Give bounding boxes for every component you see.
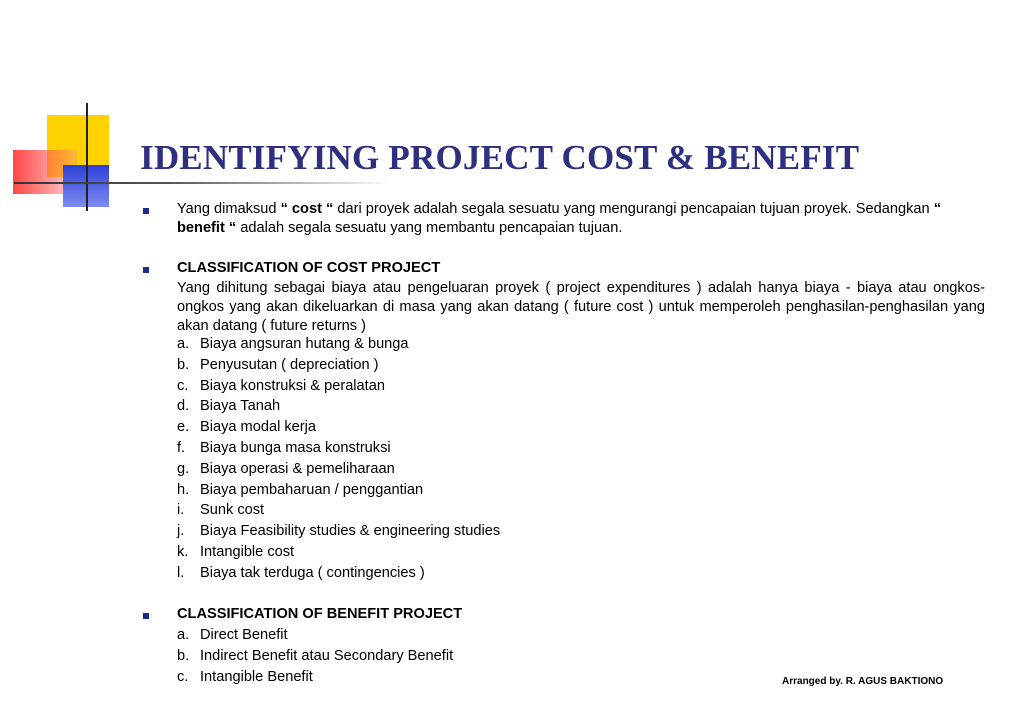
list-item — [177, 500, 500, 521]
list-item-text: Intangible Benefit — [200, 668, 313, 685]
slide-title: IDENTIFYING PROJECT COST & BENEFIT — [140, 138, 860, 177]
list-item — [177, 542, 500, 563]
list-item-text: Biaya bunga masa konstruksi — [200, 439, 391, 456]
list-item — [177, 376, 500, 397]
list-item — [177, 417, 500, 438]
list-item-text: Indirect Benefit atau Secondary Benefit — [200, 647, 454, 664]
cost-items-list — [177, 334, 500, 584]
list-item-letter: l. — [177, 564, 185, 581]
intro-text-1: Yang dimaksud — [177, 201, 281, 217]
list-item-text: Biaya pembaharuan / penggantian — [200, 481, 424, 498]
list-item — [177, 667, 453, 688]
intro-text-3: adalah segala sesuatu yang membantu pencapaian tujuan. — [236, 220, 623, 236]
cost-section-heading: CLASSIFICATION OF COST PROJECT — [177, 260, 441, 276]
list-item-letter: h. — [177, 481, 190, 498]
list-item-text: Sunk cost — [200, 502, 265, 519]
list-item-text: Biaya Tanah — [200, 398, 281, 415]
list-item-text: Biaya tak terduga ( contingencies ) — [200, 564, 425, 581]
benefit-term: “ benefit “ — [177, 201, 941, 236]
list-item-letter: g. — [177, 460, 190, 477]
list-item — [177, 646, 453, 667]
list-item-text: Biaya konstruksi & peralatan — [200, 377, 385, 394]
list-item-text: Biaya Feasibility studies & engineering studies — [200, 523, 501, 540]
list-item-text: Penyusutan ( depreciation ) — [200, 356, 379, 373]
list-item — [177, 521, 500, 542]
list-item-letter: c. — [177, 377, 189, 394]
list-item-letter: d. — [177, 398, 190, 415]
list-item-letter: a. — [177, 336, 190, 352]
list-item — [177, 438, 500, 459]
list-item-letter: f. — [177, 439, 186, 456]
bullet-square-icon — [143, 208, 149, 214]
list-item-text: Biaya operasi & pemeliharaan — [200, 460, 395, 477]
list-item-letter: k. — [177, 543, 189, 560]
list-item — [177, 563, 500, 584]
list-item-letter: e. — [177, 419, 190, 436]
list-item-letter: b. — [177, 647, 190, 664]
list-item-text: Direct Benefit — [200, 627, 288, 643]
list-item — [177, 625, 453, 646]
bullet-square-icon — [143, 267, 149, 273]
list-item-text: Biaya angsuran hutang & bunga — [200, 336, 409, 352]
cost-section-description: Yang dihitung sebagai biaya atau pengeluaran proyek ( project expenditures ) adalah hanya biaya - biaya atau ongkos-ongkos yang akan dikeluarkan di masa yang akan datang ( future cost ) untuk memperoleh penghasilan-penghasilan yang akan datang ( future returns ) — [177, 280, 985, 334]
list-item-letter: a. — [177, 627, 190, 643]
decor-vertical-line — [86, 103, 88, 211]
bullet-square-icon — [143, 613, 149, 619]
list-item-letter: i. — [177, 502, 185, 519]
list-item — [177, 459, 500, 480]
cost-term: “ cost “ — [280, 201, 334, 217]
list-item-letter: b. — [177, 356, 190, 373]
list-item — [177, 396, 500, 417]
list-item — [177, 334, 500, 355]
list-item-text: Intangible cost — [200, 543, 295, 560]
list-item-letter: j. — [177, 523, 185, 540]
list-item-text: Biaya modal kerja — [200, 419, 316, 436]
list-item-letter: c. — [177, 668, 189, 685]
benefit-items-list — [177, 625, 453, 687]
benefit-section-heading: CLASSIFICATION OF BENEFIT PROJECT — [177, 606, 463, 622]
decor-horizontal-line — [14, 182, 394, 184]
intro-paragraph — [177, 200, 985, 238]
list-item — [177, 480, 500, 501]
footer-credit: Arranged by. R. AGUS BAKTIONO — [782, 676, 944, 687]
intro-text-2: dari proyek adalah segala sesuatu yang mengurangi pencapaian tujuan proyek. Sedangkan — [333, 201, 934, 217]
list-item — [177, 355, 500, 376]
